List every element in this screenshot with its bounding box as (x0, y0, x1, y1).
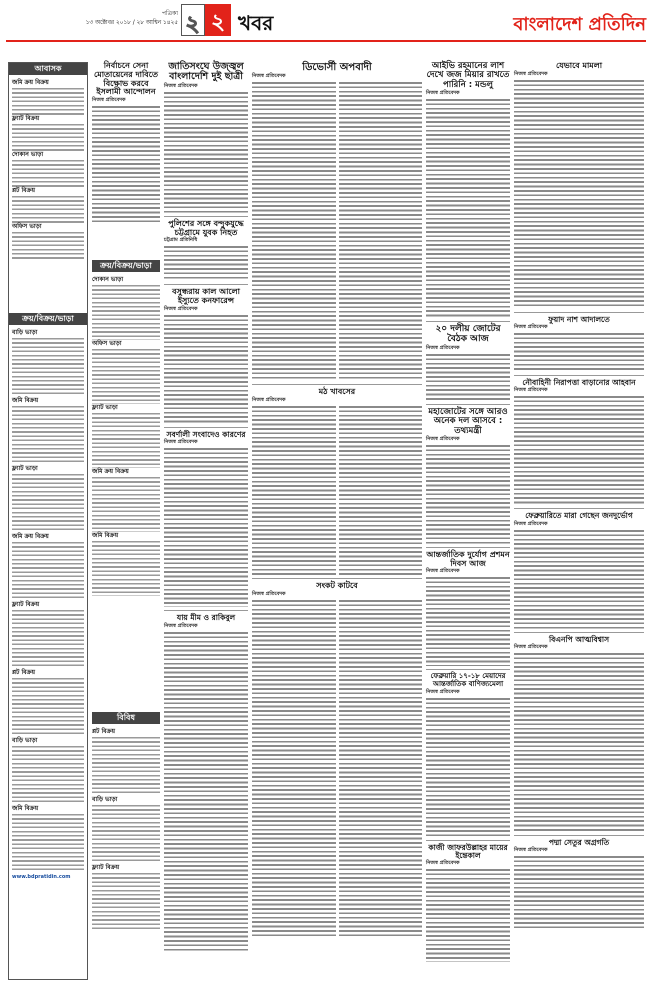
ad-title: প্লট বিক্রয় (92, 728, 116, 735)
headline: আইভি রহমানের লাশ দেখে জজ মিয়ার রাখতে পারিনি : মন্ডলু (426, 61, 510, 90)
byline: চট্টগ্রাম প্রতিনিধি (164, 237, 198, 244)
byline: নিজস্ব প্রতিবেদক (426, 90, 460, 97)
article-column-3 (164, 62, 248, 980)
byline: নিজস্ব প্রতিবেদক (426, 568, 460, 575)
classifieds-body-4 (92, 728, 160, 932)
headline: মহাজোটের সঙ্গে আরও অনেক দল আসবে : তথ্যমন্ত্রী (428, 406, 508, 436)
byline: নিজস্ব প্রতিবেদক (252, 73, 286, 79)
headline: জাতিসংঘে উজ্জ্বল বাংলাদেশি দুই ছাত্রী (168, 61, 244, 83)
byline: নিজস্ব প্রতিবেদক (426, 435, 460, 442)
page-number: ২ (210, 10, 226, 35)
byline: নিজস্ব প্রতিবেদক (164, 82, 198, 89)
headline: ২০ দলীয় জোটের বৈঠক আজ (435, 324, 501, 344)
ad-title: প্লট বিক্রয় (12, 187, 36, 194)
headline: ফুয়াদ নাশ আদালতে (548, 314, 610, 324)
byline: নিজস্ব প্রতিবেদক (514, 387, 548, 394)
ad-title: জমি ক্রয় বিক্রয় (92, 468, 129, 475)
headline: যেভাবে মামলা (555, 61, 603, 70)
classifieds-rent-heading: ক্রয়/বিক্রয়/ভাড়া (9, 313, 87, 325)
article-column-right (514, 62, 644, 929)
headline: সবর্ণালী সংবাদেও কারণের (166, 430, 246, 440)
headline: বিএনপি আত্মবিশ্বাস (548, 634, 610, 644)
byline: নিজস্ব প্রতিবেদক (164, 439, 198, 446)
classifieds-body-1 (12, 79, 84, 259)
byline: নিজস্ব প্রতিবেদক (164, 306, 198, 313)
byline: নিজস্ব প্রতিবেদক (514, 847, 548, 854)
ad-title: জমি বিক্রয় (92, 532, 119, 539)
headline: ফেব্রুয়ারি ১৭-১৮ মেয়াদের আন্তর্জাতিক বাণিজ্যমেলা (430, 672, 506, 689)
headline: সংকট কাটবে (316, 580, 358, 590)
article-center (252, 62, 422, 939)
page-number-badge (205, 4, 231, 36)
ad-title: ফ্ল্যাট ভাড়া (92, 404, 118, 411)
byline: নিজস্ব প্রতিবেদক (514, 643, 548, 650)
ad-title: ফ্ল্যাট বিক্রয় (12, 601, 40, 608)
byline: নিজস্ব প্রতিবেদক (252, 396, 286, 403)
byline: নিজস্ব প্রতিবেদক (514, 70, 548, 77)
ad-title: বাড়ি ভাড়া (12, 329, 38, 336)
ad-title: প্লট বিক্রয় (12, 669, 36, 676)
classifieds-column (8, 62, 88, 980)
byline: নিজস্ব প্রতিবেদক (426, 860, 460, 867)
headline: পদ্মা সেতুর অগ্রগতি (548, 837, 610, 847)
headline: কাজী জাফরউল্লাহর মায়ের ইন্তেকাল (428, 842, 508, 861)
classifieds-body-2 (12, 329, 84, 881)
ad-title: দোকান ভাড়া (92, 276, 124, 283)
ad-title: জমি ক্রয় বিক্রয় (12, 79, 49, 86)
ad-title: বাড়ি ভাড়া (12, 737, 38, 744)
byline: নিজস্ব প্রতিবেদক (426, 688, 460, 695)
masthead-date: ১৩ অক্টোবর ২০১৮ / ২৮ আশ্বিন ১৪২৫ (85, 20, 178, 26)
website-link[interactable]: www.bdpratidin.com (12, 874, 71, 880)
ad-title: জমি ক্রয় বিক্রয় (12, 533, 49, 540)
headline: পুলিশের সঙ্গে বন্দুকযুদ্ধে চট্টগ্রামে যুবক নিহত (168, 218, 244, 237)
headline: আন্তর্জাতিক দুর্যোগ প্রশমন দিবস আজ (426, 549, 510, 568)
ad-title: ফ্ল্যাট ভাড়া (12, 465, 38, 472)
classifieds-rent-heading-2: ক্রয়/বিক্রয়/ভাড়া (92, 260, 160, 272)
byline: নিজস্ব প্রতিবেদক (514, 324, 548, 331)
ad-title: অফিস ভাড়া (12, 223, 42, 230)
ad-title: জমি বিক্রয় (12, 397, 39, 404)
ad-title: জমি বিক্রয় (12, 805, 39, 812)
ad-title: দোকান ভাড়া (12, 151, 44, 158)
headline: যায় মীম ও রাকিবুল (176, 613, 236, 623)
headline: বসুন্ধরায় কাল আলো ইস্যুতে কনফারেন্স (172, 287, 240, 306)
ad-title: ফ্ল্যাট বিক্রয় (92, 864, 120, 871)
brand-logo: বাংলাদেশ প্রতিদিন (513, 14, 646, 35)
ad-title: ফ্ল্যাট বিক্রয় (12, 115, 40, 122)
classifieds-heading: আবাসক (9, 63, 87, 75)
masthead-date-label: পত্রিকা (161, 10, 178, 17)
byline: নিজস্ব প্রতিবেদক (252, 590, 286, 597)
ad-title: বাড়ি ভাড়া (92, 796, 118, 803)
article-a1 (92, 62, 160, 225)
article-column-5 (426, 62, 510, 962)
page-number-box (181, 4, 205, 36)
headline: নির্বাচনে সেনা মোতায়েনের দাবিতে বিক্ষোভ করবে ইসলামী আন্দোলন (94, 61, 158, 97)
headline: ডিভোর্সী অপবাদী (302, 62, 372, 73)
classifieds-body-3 (92, 276, 160, 596)
classifieds-misc-heading: বিবিধ (92, 712, 160, 724)
page-number-outline: ২ (185, 12, 200, 37)
byline: নিজস্ব প্রতিবেদক (92, 97, 126, 104)
ad-title: অফিস ভাড়া (92, 340, 122, 347)
masthead (0, 0, 650, 56)
byline: নিজস্ব প্রতিবেদক (514, 520, 548, 527)
section-title: খবর (238, 11, 274, 35)
classifieds-column-2 (92, 62, 160, 980)
masthead-rule (6, 40, 646, 42)
headline: নৌবাহিনী নিরাপত্তা বাড়ানোর আহবান (522, 378, 636, 388)
byline: নিজস্ব প্রতিবেদক (164, 622, 198, 629)
headline: ফেব্রুয়ারিতে মারা গেছেন জনদুর্ভোগ (525, 511, 633, 521)
headline: মঠ খাবসের (318, 387, 356, 396)
byline: নিজস্ব প্রতিবেদক (426, 344, 460, 351)
